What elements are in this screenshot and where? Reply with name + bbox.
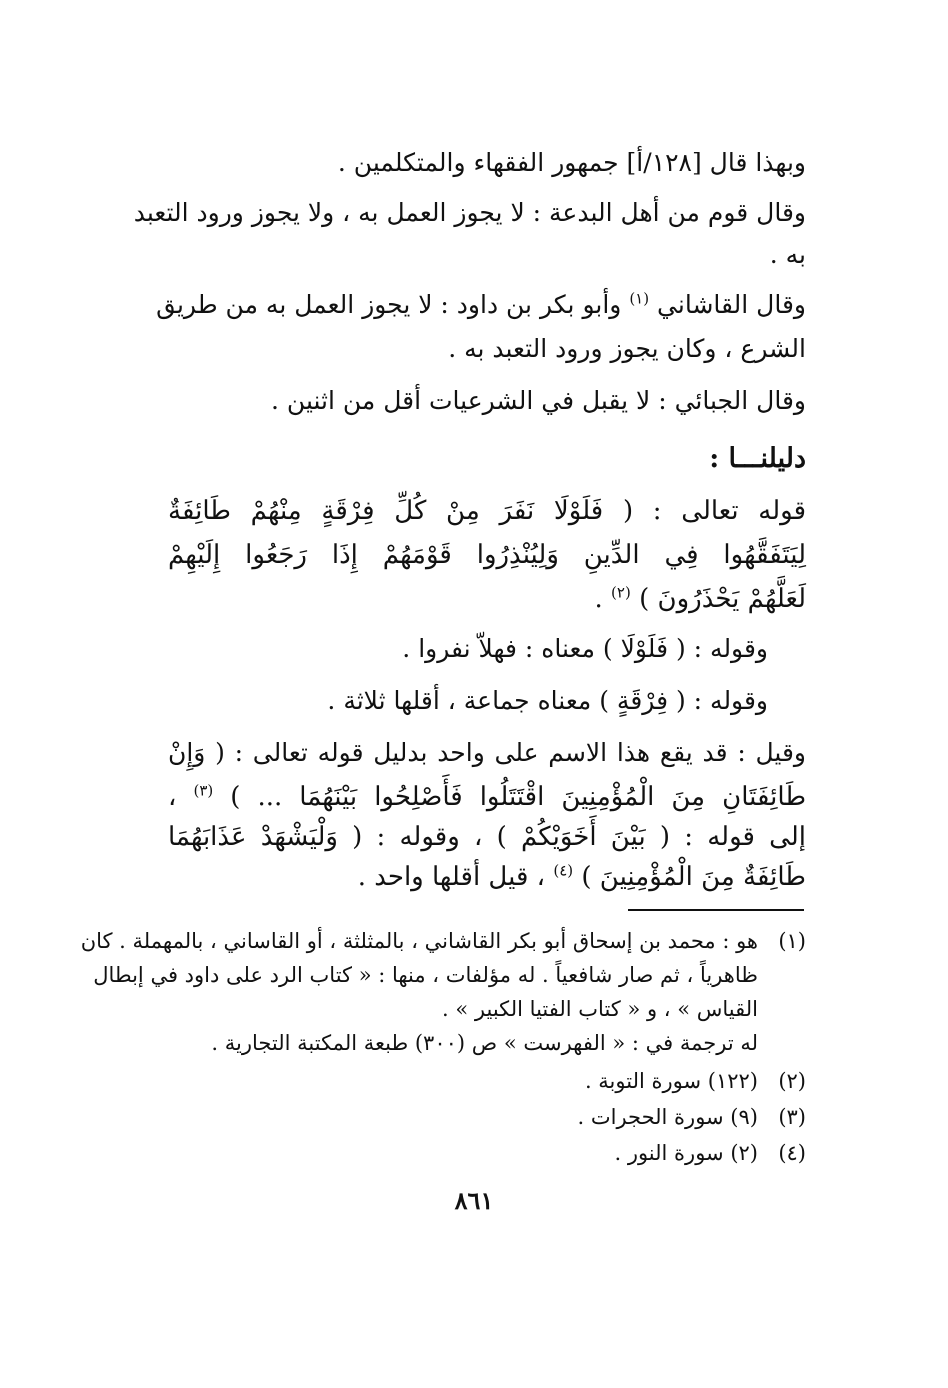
- footnote-ref-1[interactable]: (١): [629, 289, 650, 308]
- paragraph-2-line-1: وقال قوم من أهل البدعة : لا يجوز العمل به ، ولا يجوز ورود التعبد: [133, 198, 806, 227]
- page-number: ٨٦١: [454, 1186, 494, 1215]
- footnote-ref-2[interactable]: (٢): [611, 583, 631, 602]
- footnote-1-line-4: له ترجمة في : « الفهرست » ص (٣٠٠) طبعة المكتبة التجارية .: [211, 1031, 758, 1055]
- paragraph-3-line-1: [156, 288, 806, 322]
- paragraph-6: وقوله : ( فَلَوْلَا ) معناه : فهلاّ نفروا .: [402, 634, 768, 663]
- footnote-4-number: (٤): [778, 1141, 806, 1165]
- paragraph-5-line-2: لِيَتَفَقَّهُوا فِي الدِّينِ وَلِيُنْذِرُوا قَوْمَهُمْ إِذَا رَجَعُوا إِلَيْهِمْ: [168, 540, 806, 570]
- paragraph-3-line-2: الشرع ، وكان يجوز ورود التعبد به .: [448, 334, 806, 363]
- paragraph-8-line-4: [358, 860, 806, 894]
- paragraph-5-line-1: قوله تعالى : ( فَلَوْلَا نَفَرَ مِنْ كُلِّ فِرْقَةٍ مِنْهُمْ طَائِفَةٌ: [168, 496, 806, 526]
- paragraph-8-line-1: وقيل : قد يقع هذا الاسم على واحد بدليل قوله تعالى : ( وَإِنْ: [168, 738, 806, 767]
- paragraph-3-text-a: وقال القاشاني: [657, 290, 806, 319]
- paragraph-4: وقال الجبائي : لا يقبل في الشرعيات أقل من اثنين .: [271, 386, 806, 415]
- footnote-1-line-1: هو : محمد بن إسحاق أبو بكر القاشاني ، بالمثلثة ، أو القاساني ، بالمهملة . كان: [80, 929, 758, 953]
- section-heading: دليلنـــا :: [709, 443, 806, 474]
- paragraph-8-line-2: [168, 780, 806, 814]
- paragraph-8-text-c: طَائِفَةٌ مِنَ الْمُؤْمِنِينَ ): [581, 862, 806, 892]
- footnote-1-number: (١): [778, 929, 806, 953]
- paragraph-8-text-d: ، قيل أقلها واحد .: [357, 862, 546, 892]
- footnote-1-line-2: ظاهرياً ، ثم صار شافعياً . له مؤلفات ، منها : « كتاب الرد على داود في إبطال: [93, 963, 758, 987]
- paragraph-3-text-b: وأبو بكر بن داود : لا يجوز العمل به من طريق: [156, 290, 622, 319]
- footnote-3-text: (٩) سورة الحجرات .: [577, 1105, 758, 1129]
- paragraph-1: وبهذا قال [١٢٨/أ] جمهور الفقهاء والمتكلمين .: [337, 148, 806, 177]
- paragraph-5-text-a: لَعَلَّهُمْ يَحْذَرُونَ ): [639, 584, 806, 614]
- footnote-3-number: (٣): [778, 1105, 806, 1129]
- footnote-4-text: (٢) سورة النور .: [614, 1141, 758, 1165]
- footnote-2-number: (٢): [778, 1069, 806, 1093]
- footnote-ref-4[interactable]: (٤): [553, 861, 574, 880]
- paragraph-5-line-3: [595, 582, 806, 616]
- paragraph-5-text-b: .: [594, 584, 603, 614]
- paragraph-8-text-b: ،: [168, 782, 177, 812]
- paragraph-7: وقوله : ( فِرْقَةٍ ) معناه جماعة ، أقلها ثلاثة .: [327, 686, 768, 715]
- footnote-ref-3[interactable]: (٣): [193, 781, 214, 800]
- footnote-1-line-3: القياس » ، و « كتاب الفتيا الكبير » .: [442, 997, 758, 1021]
- footnote-2-text: (١٢٢) سورة التوبة .: [584, 1069, 758, 1093]
- paragraph-2-line-2: به .: [769, 240, 806, 269]
- footnote-separator: [628, 909, 804, 911]
- paragraph-8-line-3: إلى قوله : ( بَيْنَ أَخَوَيْكُمْ ) ، وقوله : ( وَلْيَشْهَدْ عَذَابَهُمَا: [168, 822, 806, 852]
- paragraph-8-text-a: طَائِفَتَانِ مِنَ الْمُؤْمِنِينَ اقْتَتَلُوا فَأَصْلِحُوا بَيْنَهُمَا ... ): [230, 782, 807, 812]
